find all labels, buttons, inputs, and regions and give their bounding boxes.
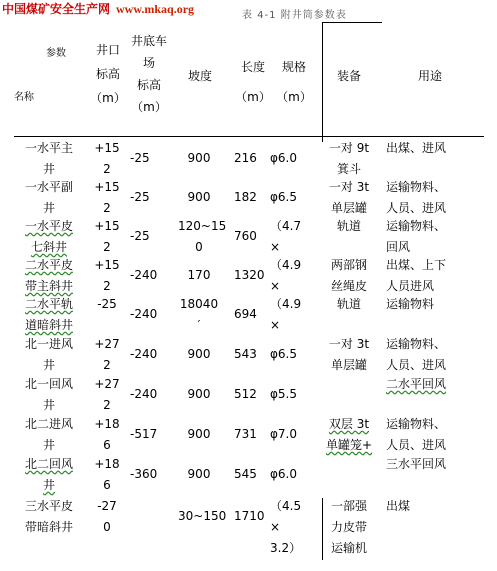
table-cell-slope: 900 [187,427,211,441]
header-name: 名称 [14,92,34,103]
table-cell-length: 760 [234,229,257,243]
table-cell-spec: φ6.0 [270,467,297,481]
table-cell-spec: φ6.5 [270,347,297,361]
table-cell-bottom: -360 [130,467,158,481]
table-cell-use: 运输物料 [386,297,435,311]
table-cell-name: 北一进风 井 [24,337,73,372]
table-cell-name: 一水平主 井 [24,141,73,176]
table-cell-name: 一水平皮 七斜井 [24,219,73,254]
table-cell-slope: 18040 ′ [179,297,219,332]
table-cell-length: 545 [234,467,257,481]
table-cell-mouth: +27 2 [94,377,120,412]
table-cell-name: 一水平副 井 [24,180,73,215]
header-mouth-elevation: 井口 标高 （m） [90,43,126,105]
table-cell-name: 北二进风 井 [24,417,73,452]
table-cell-mouth: +15 2 [94,258,120,293]
header-slope: 坡度 [187,69,212,83]
table-cell-mouth: +18 6 [94,457,120,492]
table-cell-bottom: -25 [130,190,150,204]
table-cell-length: 1320 [234,268,265,282]
table-cell-equip: 轨道 [336,219,361,233]
table-cell-use: 出煤、进风 [386,141,447,155]
table-cell-mouth: +15 2 [94,180,120,215]
table-cell-spec: （4.5 × 3.2） [270,499,302,555]
column-divider [322,22,323,142]
table-cell-use: 运输物料、 人员、进风 [386,180,447,215]
table-cell-length: 694 [234,307,257,321]
table-cell-equip: 一部强 力皮带 运输机 [330,499,367,555]
table-cell-spec: （4.7 × [270,219,302,254]
table-cell-bottom: -240 [130,307,158,321]
table-cell-mouth: +15 2 [94,219,120,254]
table-cell-bottom: -25 [130,229,150,243]
table-cell-equip: 一对 3t 单层罐 [328,180,370,215]
header-usage: 用途 [417,69,442,83]
table-cell-use: 三水平回风 [386,457,447,471]
table-cell-use: 二水平回风 [386,377,447,391]
table-cell-slope: 900 [187,151,211,165]
watermark-site: 中国煤矿安全生产网 [2,2,111,16]
table-cell-bottom: -240 [130,347,158,361]
table-cell-mouth: +18 6 [94,417,120,452]
table-cell-slope: 900 [187,190,211,204]
table-cell-spec: φ6.5 [270,190,297,204]
table-cell-slope: 120~15 0 [178,219,227,254]
table-cell-equip: 一对 9t 箕斗 [328,141,370,176]
table-cell-slope: 30~150 [178,509,227,523]
table-cell-use: 出煤 [386,499,411,513]
table-cell-mouth: -25 [97,297,117,311]
table-cell-length: 1710 [234,509,265,523]
table-cell-slope: 170 [187,268,211,282]
table-cell-name: 北一回风 井 [24,377,73,412]
table-cell-bottom: -517 [130,427,158,441]
table-cell-equip: 双层 3t 单罐笼+ [325,417,373,452]
table-cell-spec: φ5.5 [270,387,297,401]
table-cell-slope: 900 [187,387,211,401]
header-equipment: 装备 [336,69,361,83]
header-rule [14,136,484,137]
table-cell-name: 二水平皮 带主斜井 [24,258,73,293]
table-cell-name: 北二回风 井 [24,457,73,492]
watermark-url: www.mkaq.org [116,2,195,16]
table-cell-spec: φ7.0 [270,427,297,441]
table-cell-name: 三水平皮 带暗斜井 [24,499,73,534]
table-cell-spec: （4.9 × [270,258,302,293]
table-cell-mouth: +15 2 [94,141,120,176]
table-cell-spec: （4.9 × [270,297,302,332]
table-cell-spec: φ6.0 [270,151,297,165]
table-cell-equip: 轨道 [336,297,361,311]
table-cell-length: 512 [234,387,257,401]
table-cell-mouth: +27 2 [94,337,120,372]
table-cell-use: 运输物料、 回风 [386,219,447,254]
table-cell-bottom: -240 [130,268,158,282]
table-cell-length: 731 [234,427,257,441]
table-cell-length: 182 [234,190,257,204]
header-spec: 规格 （m） [276,60,312,104]
table-cell-equip: 两部钢 丝绳皮 [330,258,367,293]
table-cell-bottom: -25 [130,151,150,165]
table-cell-name: 二水平轨 道暗斜井 [24,297,73,332]
header-bottom-elevation: 井底车 场 标高 （m） [130,34,167,114]
table-cell-slope: 900 [187,467,211,481]
table-cell-length: 543 [234,347,257,361]
table-cell-bottom: -240 [130,387,158,401]
table-cell-length: 216 [234,151,257,165]
table-cell-mouth: -27 0 [97,499,117,534]
table-cell-equip: 一对 3t 单层罐 [328,337,370,372]
table-cell-slope: 900 [187,347,211,361]
header-param: 参数 [46,48,66,59]
column-divider-top [322,22,382,23]
table-cell-use: 出煤、上下 人员进风 [386,258,447,293]
table-cell-use: 运输物料、 人员、进风 [386,417,447,452]
header-length: 长度（m） [235,60,271,104]
table-cell-use: 运输物料、 人员、进风 [386,337,447,372]
table-caption: 表 4-1 附井筒参数表 [242,10,347,21]
